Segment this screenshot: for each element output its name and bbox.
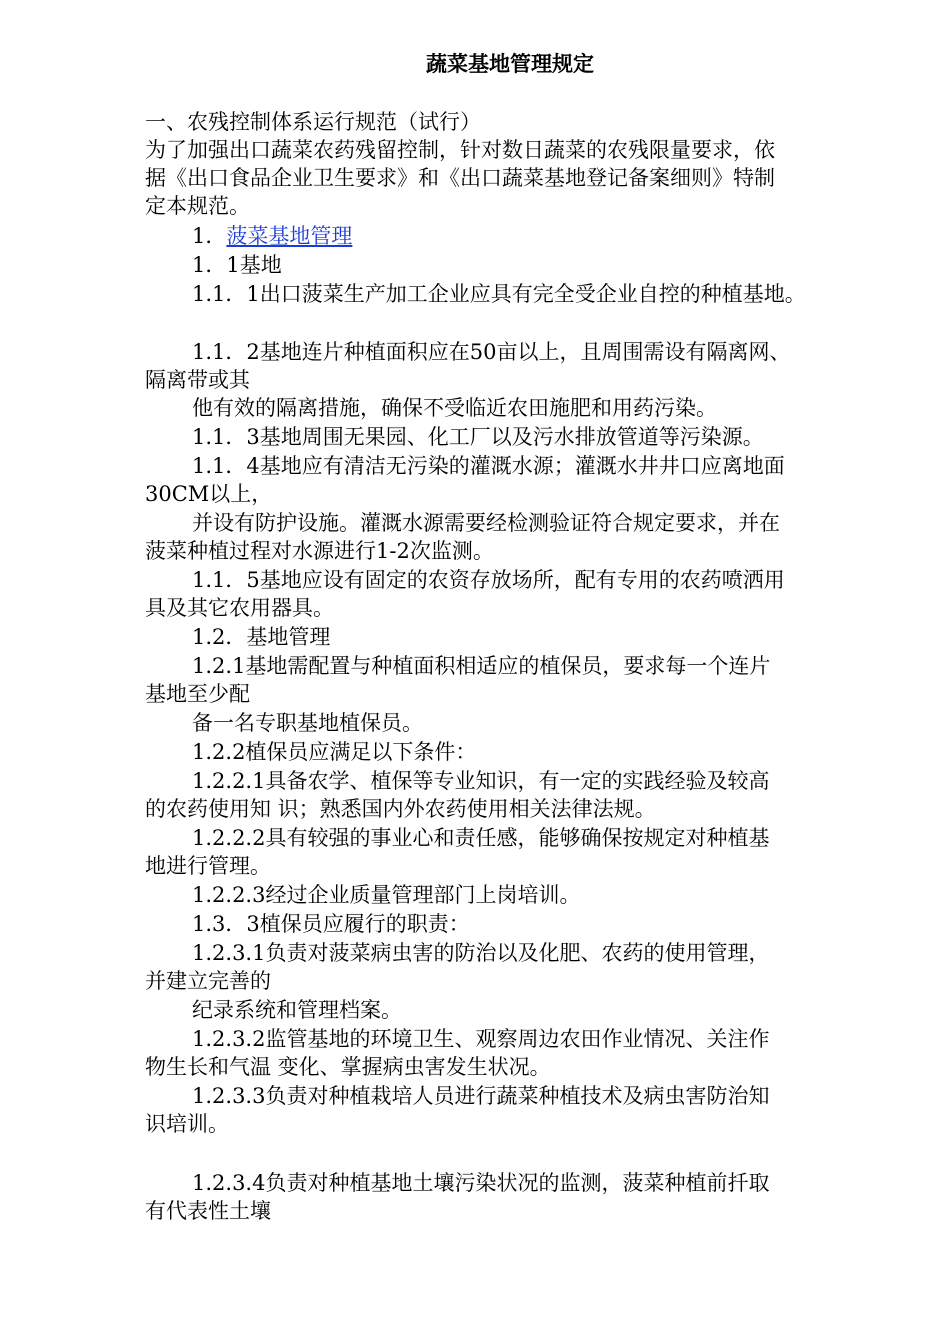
paragraph-line: 1.3．3植保员应履行的职责： [192, 912, 470, 936]
paragraph-line: 他有效的隔离措施，确保不受临近农田施肥和用药污染。 [192, 396, 717, 420]
paragraph-line: 并设有防护设施。灌溉水源需要经检测验证符合规定要求，并在 [192, 511, 780, 535]
paragraph-line: 1.2.3.3负责对种植栽培人员进行蔬菜种植技术及病虫害防治知 [192, 1084, 770, 1108]
paragraph-line: 1.2.2.2具有较强的事业心和责任感，能够确保按规定对种植基 [192, 826, 770, 850]
paragraph-line: 有代表性土壤 [145, 1199, 271, 1223]
paragraph-line: 隔离带或其 [145, 368, 250, 392]
paragraph-line: 1．1基地 [192, 253, 282, 277]
list-number [192, 222, 352, 250]
item-number: 1． [192, 224, 227, 248]
paragraph-line: 纪录系统和管理档案。 [192, 998, 402, 1022]
paragraph-line: 1.2.3.4负责对种植基地土壤污染状况的监测，菠菜种植前扦取 [192, 1171, 770, 1195]
paragraph-line: 1.2.3.1负责对菠菜病虫害的防治以及化肥、农药的使用管理， [192, 941, 770, 965]
paragraph-line: 30CM以上， [145, 482, 273, 506]
paragraph-line: 并建立完善的 [145, 969, 271, 993]
paragraph-line: 1.1．5基地应设有固定的农资存放场所，配有专用的农药喷洒用 [192, 568, 785, 592]
paragraph-line: 1.2.2.3经过企业质量管理部门上岗培训。 [192, 883, 581, 907]
section-heading: 一、农残控制体系运行规范（试行） [145, 110, 481, 134]
paragraph-line: 的农药使用知 识；熟悉国内外农药使用相关法律法规。 [145, 797, 656, 821]
paragraph-line: 1.2.1基地需配置与种植面积相适应的植保员，要求每一个连片 [192, 654, 771, 678]
paragraph-line: 菠菜种植过程对水源进行1-2次监测。 [145, 539, 494, 563]
paragraph-line: 1.2．基地管理 [192, 625, 331, 649]
paragraph-line: 识培训。 [145, 1112, 229, 1136]
paragraph-line: 1.1．3基地周围无果园、化工厂以及污水排放管道等污染源。 [192, 425, 764, 449]
paragraph-line: 地进行管理。 [145, 854, 271, 878]
paragraph-line: 物生长和气温 变化、掌握病虫害发生状况。 [145, 1055, 551, 1079]
paragraph-line: 据《出口食品企业卫生要求》和《出口蔬菜基地登记备案细则》特制 [145, 166, 775, 190]
paragraph-line: 1.2.3.2监管基地的环境卫生、观察周边农田作业情况、关注作 [192, 1027, 770, 1051]
paragraph-line: 1.2.2植保员应满足以下条件： [192, 740, 477, 764]
paragraph-line: 具及其它农用器具。 [145, 596, 334, 620]
paragraph-line: 备一名专职基地植保员。 [192, 711, 423, 735]
paragraph-line: 1.1．1出口菠菜生产加工企业应具有完全受企业自控的种植基地。 [192, 282, 806, 306]
paragraph-line: 定本规范。 [145, 194, 250, 218]
paragraph-line: 为了加强出口蔬菜农药残留控制，针对数日蔬菜的农残限量要求，依 [145, 138, 775, 162]
paragraph-line: 1.1．4基地应有清洁无污染的灌溉水源；灌溉水井井口应离地面 [192, 454, 785, 478]
paragraph-line: 基地至少配 [145, 682, 250, 706]
spinach-base-management-link[interactable]: 菠菜基地管理 [226, 224, 353, 248]
paragraph-line: 1.1．2基地连片种植面积应在50亩以上，且周围需设有隔离网、 [192, 340, 791, 364]
document-title: 蔬菜基地管理规定 [426, 51, 594, 76]
paragraph-line: 1.2.2.1具备农学、植保等专业知识，有一定的实践经验及较高 [192, 769, 770, 793]
